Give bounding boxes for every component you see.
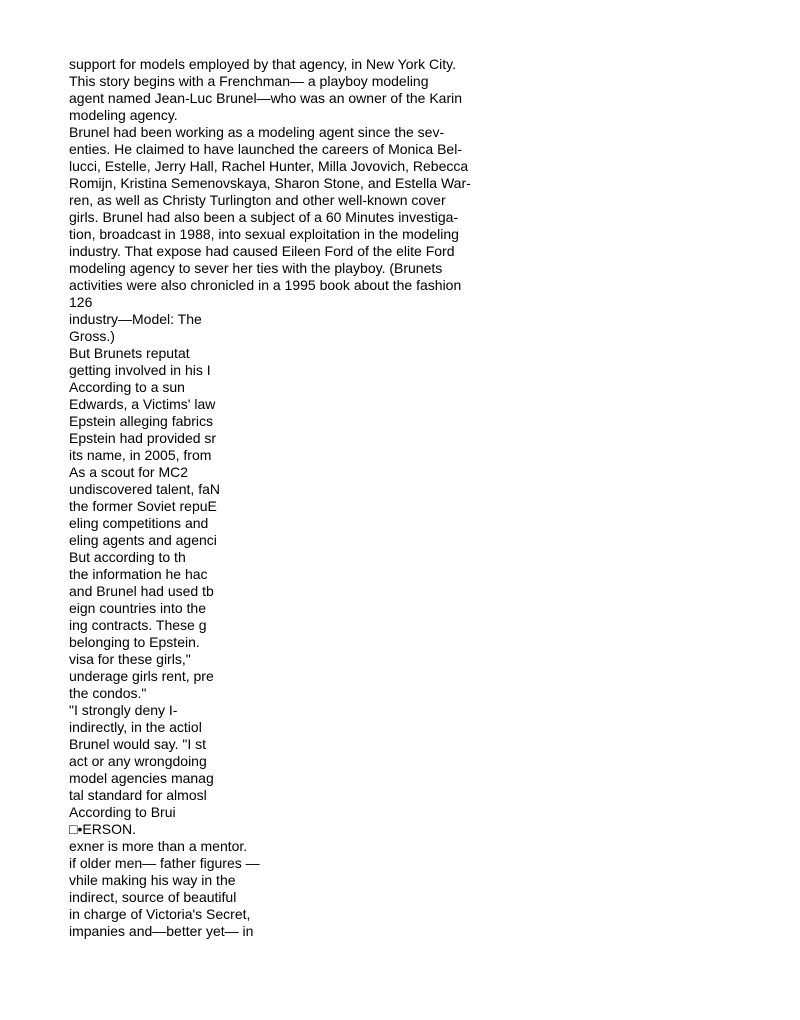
text-line: support for models employed by that agency, in New York City. bbox=[69, 56, 457, 72]
text-line: Gross.) bbox=[69, 328, 115, 344]
text-line: Brunel would say. "I st bbox=[69, 736, 206, 752]
text-line: modeling agency. bbox=[69, 107, 178, 123]
text-line: if older men— father figures — bbox=[69, 855, 260, 871]
text-line: According to Brui bbox=[69, 804, 176, 820]
text-line: the information he hac bbox=[69, 566, 208, 582]
text-line: ing contracts. These g bbox=[69, 617, 207, 633]
text-line: activities were also chronicled in a 1995 book about the fashion bbox=[69, 277, 462, 293]
text-line: Epstein alleging fabrics bbox=[69, 413, 213, 429]
text-line: eling agents and agenci bbox=[69, 532, 217, 548]
page-number: 126 bbox=[69, 294, 93, 310]
text-line: belonging to Epstein. bbox=[69, 634, 200, 650]
text-line: tion, broadcast in 1988, into sexual exploitation in the modeling bbox=[69, 226, 459, 242]
text-line: tal standard for almosl bbox=[69, 787, 207, 803]
text-line: in charge of Victoria's Secret, bbox=[69, 906, 251, 922]
text-line: industry—Model: The bbox=[69, 311, 202, 327]
text-line: Edwards, a Victims' law bbox=[69, 396, 216, 412]
text-line: the former Soviet repuE bbox=[69, 498, 217, 514]
text-line: underage girls rent, pre bbox=[69, 668, 214, 684]
text-line: visa for these girls," bbox=[69, 651, 191, 667]
text-line: undiscovered talent, faN bbox=[69, 481, 220, 497]
text-line: □•ERSON. bbox=[69, 821, 137, 837]
text-line: enties. He claimed to have launched the careers of Monica Bel- bbox=[69, 141, 462, 157]
text-line: girls. Brunel had also been a subject of a 60 Minutes investiga- bbox=[69, 209, 459, 225]
text-line: getting involved in his I bbox=[69, 362, 211, 378]
text-line: impanies and—better yet— in bbox=[69, 923, 254, 939]
text-line: Epstein had provided sr bbox=[69, 430, 217, 446]
text-line: eign countries into the bbox=[69, 600, 206, 616]
text-line: lucci, Estelle, Jerry Hall, Rachel Hunter, Milla Jovovich, Rebecca bbox=[69, 158, 469, 174]
text-line: ren, as well as Christy Turlington and other well-known cover bbox=[69, 192, 446, 208]
text-line: model agencies manag bbox=[69, 770, 214, 786]
text-line: But according to th bbox=[69, 549, 186, 565]
text-line: act or any wrongdoing bbox=[69, 753, 207, 769]
text-line: exner is more than a mentor. bbox=[69, 838, 248, 854]
text-line: its name, in 2005, from bbox=[69, 447, 212, 463]
text-line: But Brunets reputat bbox=[69, 345, 190, 361]
document-text bbox=[69, 56, 529, 940]
text-line: Romijn, Kristina Semenovskaya, Sharon Stone, and Estella War- bbox=[69, 175, 471, 191]
text-line: indirectly, in the actiol bbox=[69, 719, 202, 735]
text-line: Brunel had been working as a modeling agent since the sev- bbox=[69, 124, 445, 140]
text-line: agent named Jean-Luc Brunel—who was an owner of the Karin bbox=[69, 90, 463, 106]
text-line: indirect, source of beautiful bbox=[69, 889, 237, 905]
text-line: According to a sun bbox=[69, 379, 185, 395]
text-line: This story begins with a Frenchman— a playboy modeling bbox=[69, 73, 429, 89]
text-line: As a scout for MC2 bbox=[69, 464, 189, 480]
text-line: modeling agency to sever her ties with the playboy. (Brunets bbox=[69, 260, 443, 276]
text-line: eling competitions and bbox=[69, 515, 209, 531]
text-line: industry. That expose had caused Eileen Ford of the elite Ford bbox=[69, 243, 455, 259]
text-line: "I strongly deny I- bbox=[69, 702, 178, 718]
text-line: and Brunel had used tb bbox=[69, 583, 214, 599]
text-line: the condos." bbox=[69, 685, 147, 701]
text-line: vhile making his way in the bbox=[69, 872, 236, 888]
